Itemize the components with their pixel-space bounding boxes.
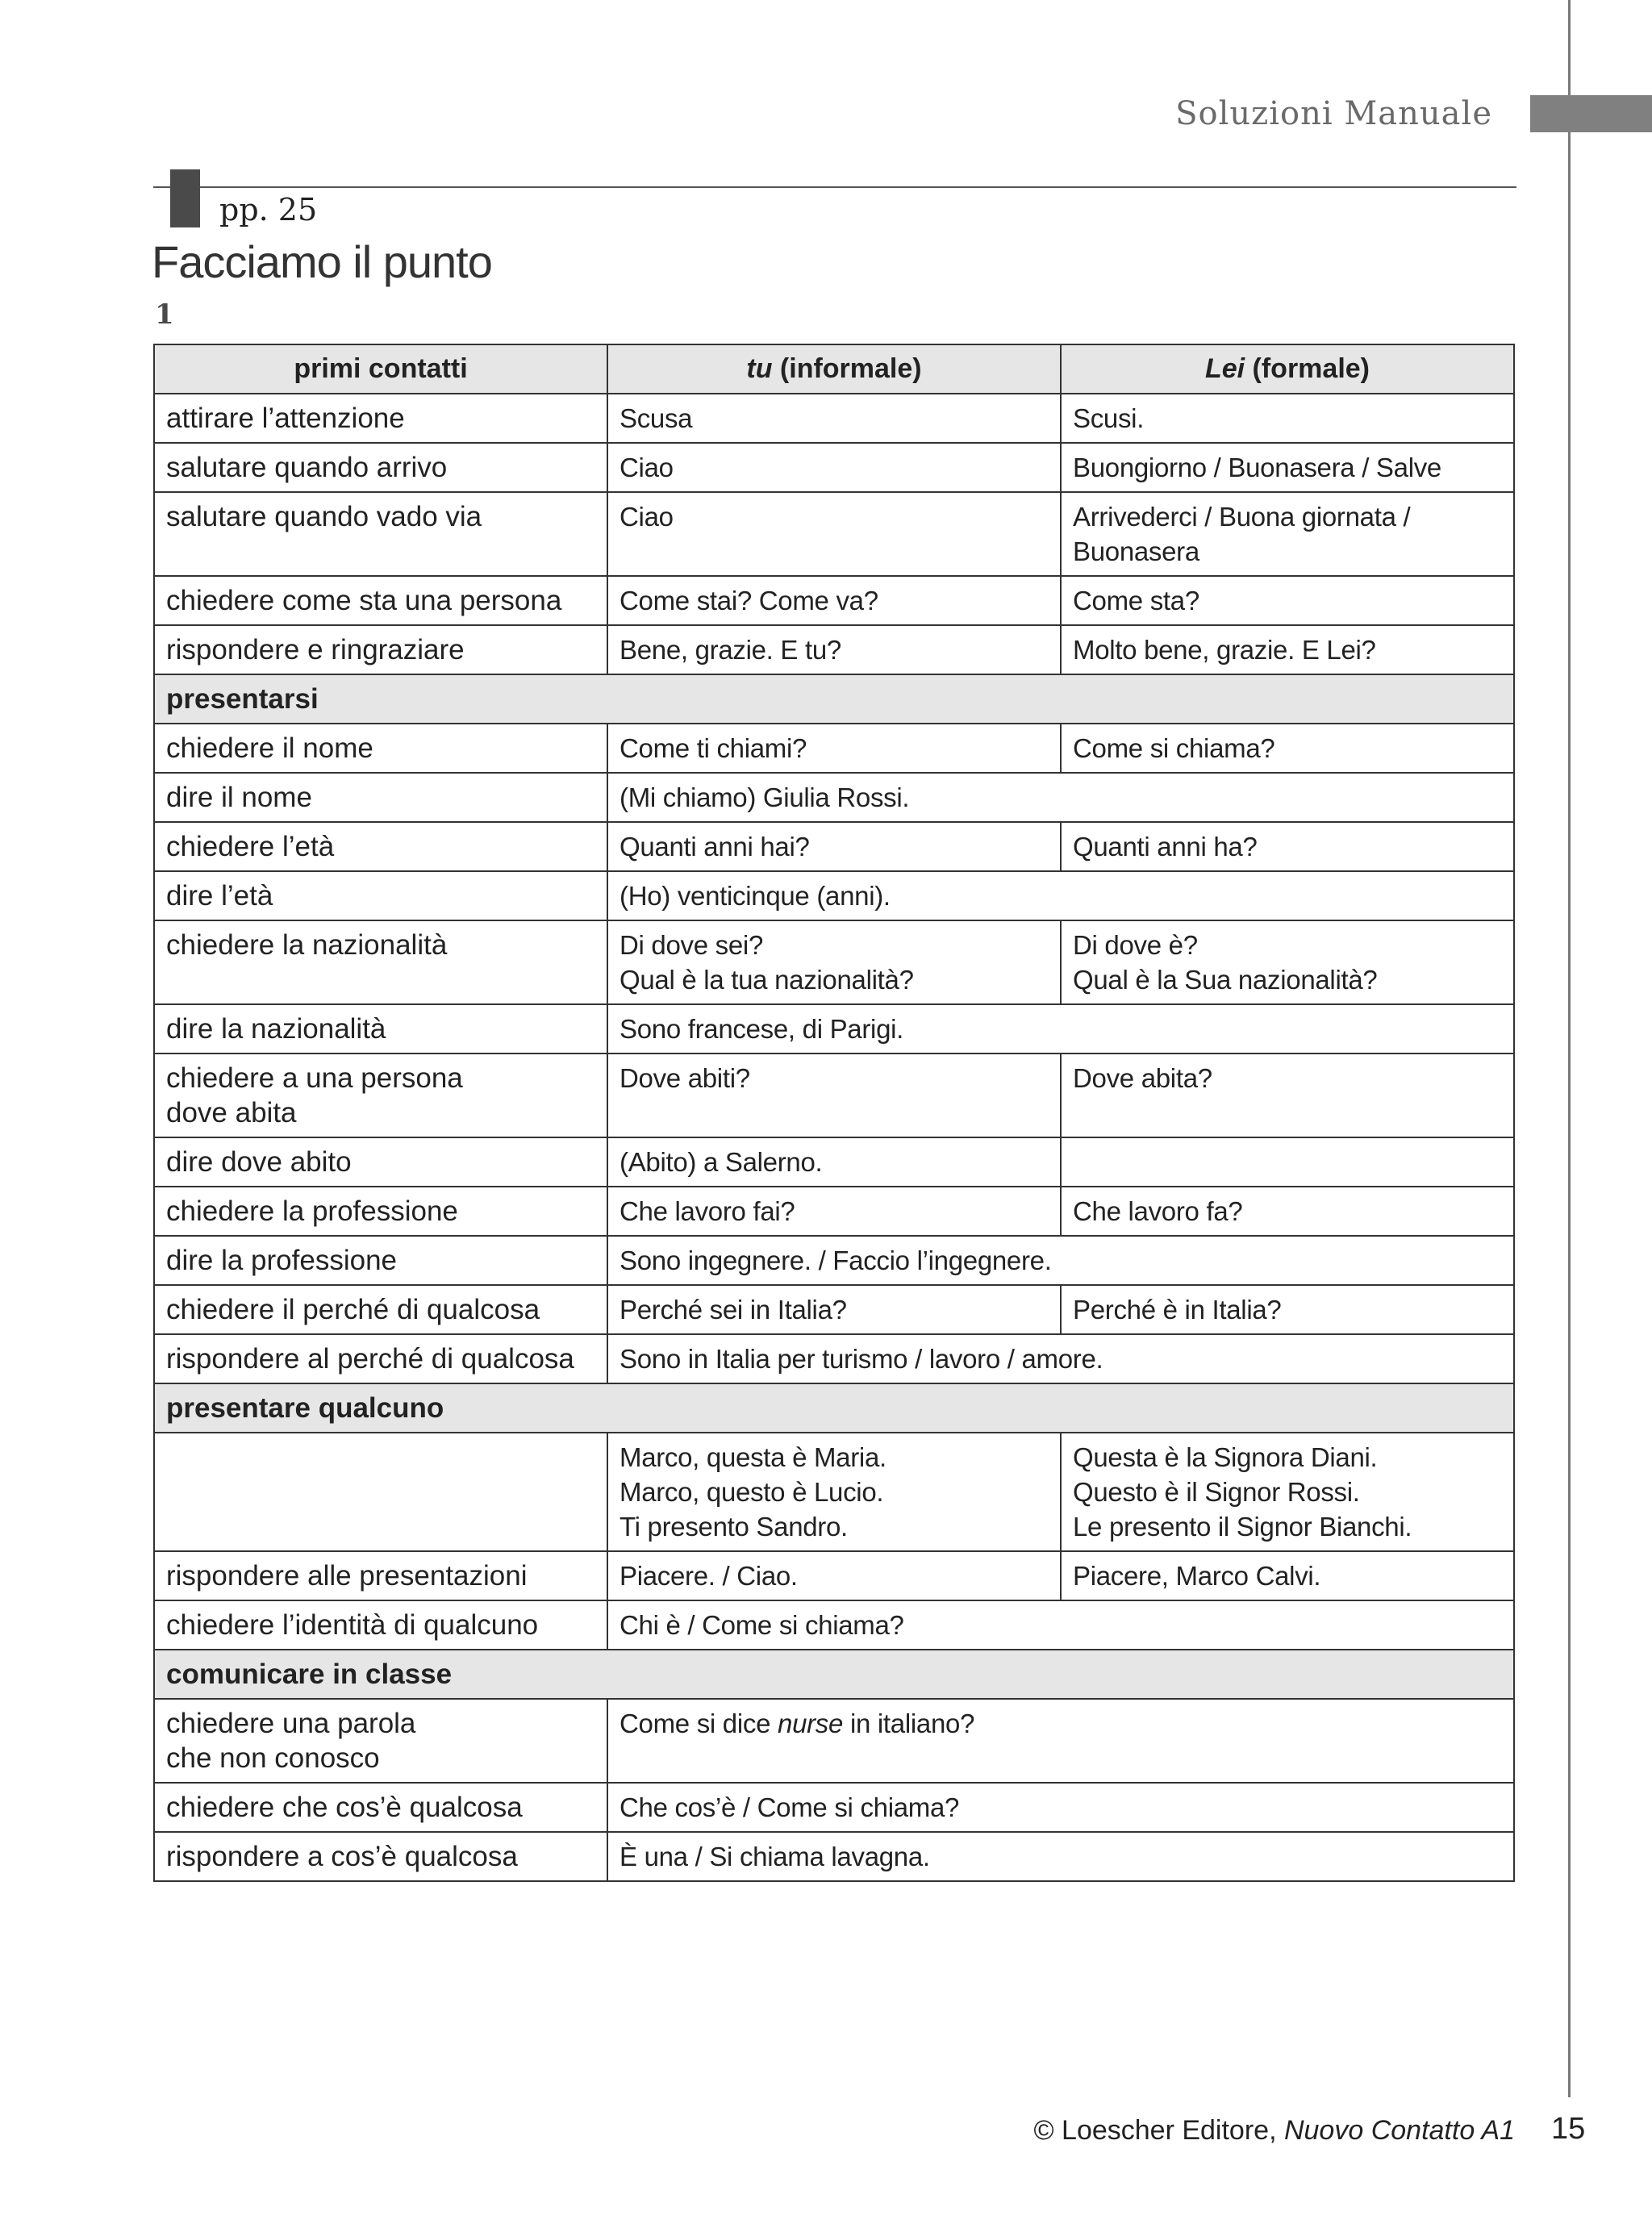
function-label: dire dove abito bbox=[154, 1137, 607, 1187]
table-header-row bbox=[154, 344, 1514, 394]
expression-formal: Molto bene, grazie. E Lei? bbox=[1061, 625, 1514, 674]
expression-informal: Di dove sei? Qual è la tua nazionalità? bbox=[607, 920, 1061, 1004]
function-label: dire la professione bbox=[154, 1236, 607, 1285]
header-rule bbox=[153, 186, 1516, 188]
expression-informal: Che lavoro fai? bbox=[607, 1187, 1061, 1236]
table-row bbox=[154, 871, 1514, 920]
column-header-text: (informale) bbox=[772, 353, 922, 384]
expression-informal: Dove abiti? bbox=[607, 1054, 1061, 1137]
expression-informal: Scusa bbox=[607, 394, 1061, 443]
exercise-number: 1 bbox=[155, 298, 174, 331]
expression-both: (Ho) venticinque (anni). bbox=[607, 871, 1514, 920]
expression-both: Sono ingegnere. / Faccio l’ingegnere. bbox=[607, 1236, 1514, 1285]
table-row bbox=[154, 1054, 1514, 1137]
table-row bbox=[154, 773, 1514, 822]
expression-formal: Come si chiama? bbox=[1061, 724, 1514, 773]
function-label: dire il nome bbox=[154, 773, 607, 822]
expression-formal: Quanti anni ha? bbox=[1061, 822, 1514, 871]
expression-formal: Perché è in Italia? bbox=[1061, 1285, 1514, 1334]
expression-informal: Perché sei in Italia? bbox=[607, 1285, 1061, 1334]
copyright-text: © Loescher Editore, bbox=[1033, 2115, 1284, 2146]
column-header-text: primi contatti bbox=[294, 353, 468, 384]
section-row bbox=[154, 1650, 1514, 1699]
section-label: presentare qualcuno bbox=[154, 1383, 1514, 1433]
table-row bbox=[154, 1699, 1514, 1783]
function-label: rispondere al perché di qualcosa bbox=[154, 1334, 607, 1383]
section-label: comunicare in classe bbox=[154, 1650, 1514, 1699]
expression-informal: Ciao bbox=[607, 492, 1061, 576]
expression-informal: Quanti anni hai? bbox=[607, 822, 1061, 871]
expression-formal: Questa è la Signora Diani. Questo è il Signor Rossi. Le presento il Signor Bianchi. bbox=[1061, 1433, 1514, 1551]
expression-both: Che cos’è / Come si chiama? bbox=[607, 1783, 1514, 1832]
table-row bbox=[154, 1187, 1514, 1236]
function-label: chiedere la nazionalità bbox=[154, 920, 607, 1004]
expression-both: Sono francese, di Parigi. bbox=[607, 1004, 1514, 1054]
expression-informal: (Abito) a Salerno. bbox=[607, 1137, 1061, 1187]
function-label: salutare quando arrivo bbox=[154, 443, 607, 492]
margin-rule bbox=[1568, 0, 1571, 2097]
expression-both: Chi è / Come si chiama? bbox=[607, 1600, 1514, 1650]
table-row bbox=[154, 920, 1514, 1004]
expression-informal: Bene, grazie. E tu? bbox=[607, 625, 1061, 674]
function-label: chiedere l’età bbox=[154, 822, 607, 871]
expression-both bbox=[607, 1699, 1514, 1783]
table-row bbox=[154, 1600, 1514, 1650]
book-title: Nuovo Contatto A1 bbox=[1283, 2115, 1515, 2146]
function-label: rispondere alle presentazioni bbox=[154, 1551, 607, 1600]
table-row bbox=[154, 443, 1514, 492]
footer-credit bbox=[1034, 2115, 1515, 2147]
expression-formal: Scusi. bbox=[1061, 394, 1514, 443]
expression-both: Sono in Italia per turismo / lavoro / amore. bbox=[607, 1334, 1514, 1383]
section-row bbox=[154, 1383, 1514, 1433]
expression-informal: Come ti chiami? bbox=[607, 724, 1061, 773]
function-label: chiedere il nome bbox=[154, 724, 607, 773]
table-row bbox=[154, 492, 1514, 576]
running-head: Soluzioni Manuale bbox=[1175, 95, 1492, 132]
function-label: rispondere e ringraziare bbox=[154, 625, 607, 674]
expression-both: È una / Si chiama lavagna. bbox=[607, 1832, 1514, 1881]
table-row bbox=[154, 1236, 1514, 1285]
table-row bbox=[154, 822, 1514, 871]
expression-both: (Mi chiamo) Giulia Rossi. bbox=[607, 773, 1514, 822]
table-row bbox=[154, 1285, 1514, 1334]
table-body bbox=[154, 394, 1514, 1881]
function-label: chiedere l’identità di qualcuno bbox=[154, 1600, 607, 1650]
table-row bbox=[154, 1137, 1514, 1187]
function-label: chiedere a una persona dove abita bbox=[154, 1054, 607, 1137]
function-label bbox=[154, 1433, 607, 1551]
function-label: chiedere come sta una persona bbox=[154, 576, 607, 625]
page-reference: pp. 25 bbox=[219, 192, 318, 227]
table-row bbox=[154, 1433, 1514, 1551]
section-marker bbox=[170, 169, 200, 227]
function-label: dire la nazionalità bbox=[154, 1004, 607, 1054]
column-header bbox=[1061, 344, 1514, 394]
table-row bbox=[154, 394, 1514, 443]
column-header bbox=[154, 344, 607, 394]
expression-informal: Marco, questa è Maria. Marco, questo è Lucio. Ti presento Sandro. bbox=[607, 1433, 1061, 1551]
table-row bbox=[154, 576, 1514, 625]
function-label: salutare quando vado via bbox=[154, 492, 607, 576]
column-header-emphasis: Lei bbox=[1204, 353, 1245, 384]
expression-informal: Piacere. / Ciao. bbox=[607, 1551, 1061, 1600]
function-label: dire l’età bbox=[154, 871, 607, 920]
column-header-text: (formale) bbox=[1245, 353, 1370, 384]
function-label: chiedere una parola che non conosco bbox=[154, 1699, 607, 1783]
expression-informal: Ciao bbox=[607, 443, 1061, 492]
expressions-table bbox=[153, 344, 1515, 1882]
expression-text: Come si dice bbox=[620, 1709, 778, 1738]
table-row bbox=[154, 724, 1514, 773]
page-number: 15 bbox=[1551, 2112, 1586, 2146]
column-header-emphasis: tu bbox=[746, 353, 773, 384]
expression-informal: Come stai? Come va? bbox=[607, 576, 1061, 625]
expression-formal bbox=[1061, 1137, 1514, 1187]
function-label: attirare l’attenzione bbox=[154, 394, 607, 443]
table-row bbox=[154, 1334, 1514, 1383]
expression-text: in italiano? bbox=[843, 1709, 975, 1738]
expression-formal: Buongiorno / Buonasera / Salve bbox=[1061, 443, 1514, 492]
expression-formal: Di dove è? Qual è la Sua nazionalità? bbox=[1061, 920, 1514, 1004]
function-label: rispondere a cos’è qualcosa bbox=[154, 1832, 607, 1881]
expression-formal: Piacere, Marco Calvi. bbox=[1061, 1551, 1514, 1600]
function-label: chiedere che cos’è qualcosa bbox=[154, 1783, 607, 1832]
expression-formal: Come sta? bbox=[1061, 576, 1514, 625]
section-title: Facciamo il punto bbox=[152, 236, 492, 287]
expression-formal: Arrivederci / Buona giornata / Buonasera bbox=[1061, 492, 1514, 576]
emphasized-word: nurse bbox=[778, 1709, 844, 1738]
chapter-tab bbox=[1530, 95, 1652, 132]
table-row bbox=[154, 1004, 1514, 1054]
table-row bbox=[154, 1551, 1514, 1600]
section-row bbox=[154, 674, 1514, 724]
expression-formal: Che lavoro fa? bbox=[1061, 1187, 1514, 1236]
table-row bbox=[154, 625, 1514, 674]
expression-formal: Dove abita? bbox=[1061, 1054, 1514, 1137]
section-label: presentarsi bbox=[154, 674, 1514, 724]
table-row bbox=[154, 1832, 1514, 1881]
function-label: chiedere il perché di qualcosa bbox=[154, 1285, 607, 1334]
column-header bbox=[607, 344, 1061, 394]
table-row bbox=[154, 1783, 1514, 1832]
function-label: chiedere la professione bbox=[154, 1187, 607, 1236]
